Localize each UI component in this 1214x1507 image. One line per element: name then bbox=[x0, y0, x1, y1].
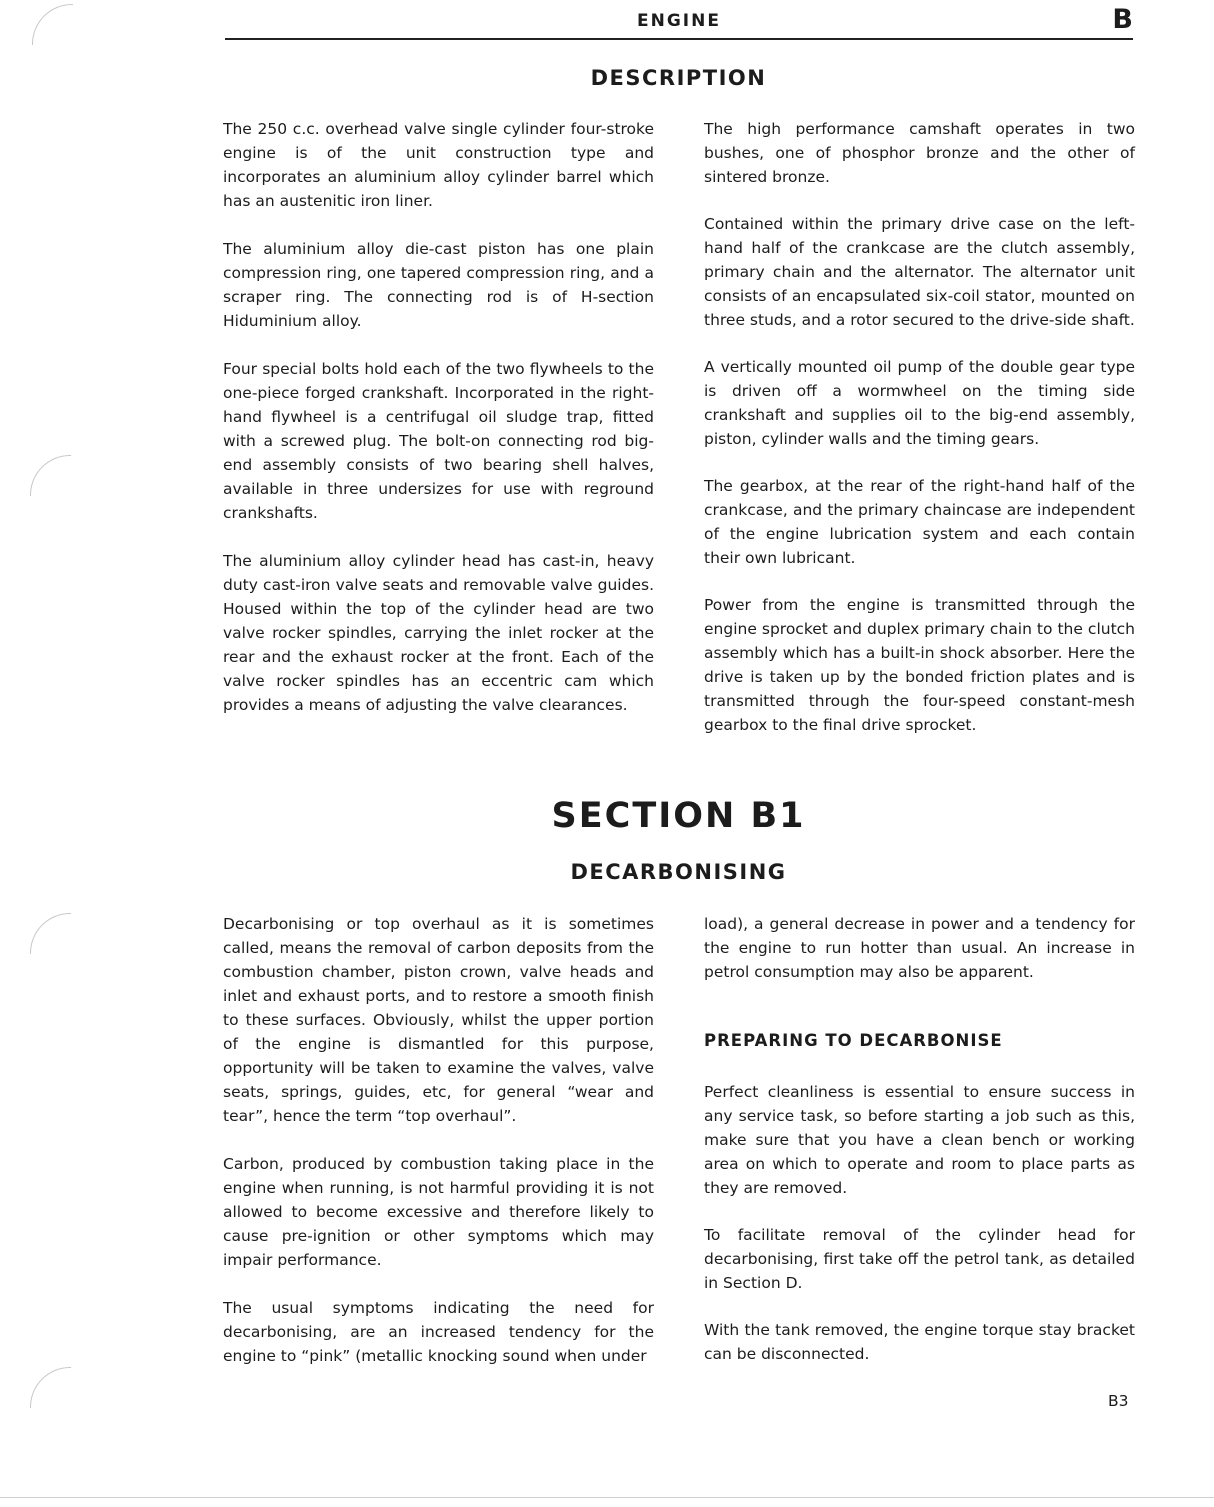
page-number: B3 bbox=[1108, 1392, 1129, 1410]
paragraph: The high performance camshaft operates in two bushes, one of phosphor bronze and the other of sintered bronze. bbox=[704, 120, 1135, 186]
paragraph: The gearbox, at the rear of the right-hand half of the crankcase, and the primary chaincase are independent of the engine lubrication system and each contain their own lubricant. bbox=[704, 477, 1135, 567]
section-heading: SECTION B1 bbox=[551, 796, 806, 836]
description-left-column bbox=[223, 117, 654, 717]
paragraph: Power from the engine is transmitted through the engine sprocket and duplex primary chain to the clutch assembly which has a built-in shock absorber. Here the drive is taken up by the bonded friction plates and is transmitted through the four-speed constant-mesh gearbox to the final drive sprocket. bbox=[704, 596, 1135, 734]
paragraph: The aluminium alloy cylinder head has cast-in, heavy duty cast-iron valve seats and removable valve guides. Housed within the top of the cylinder head are two valve rocker spindles, carrying the inlet rocker at the rear and the exhaust rocker at the front. Each of the valve rocker spindles has an eccentric cam which provides a means of adjusting the valve clearances. bbox=[223, 552, 654, 714]
paragraph: Four special bolts hold each of the two flywheels to the one-piece forged crankshaft. Incorporated in the right-hand flywheel is a centrifugal oil sludge trap, fitted with a screwed plug. The bolt-on connecting rod big-end assembly consists of two bearing shell halves, available in three undersizes for use with reground crankshafts. bbox=[223, 360, 654, 522]
binding-mark bbox=[30, 455, 71, 496]
decarbonising-right-column-top bbox=[704, 912, 1135, 984]
header-title: ENGINE bbox=[637, 11, 721, 31]
paragraph: The aluminium alloy die-cast piston has one plain compression ring, one tapered compression ring, and a scraper ring. The connecting rod is of H-section Hiduminium alloy. bbox=[223, 240, 654, 330]
decarbonising-left-column bbox=[223, 912, 654, 1368]
paragraph: To facilitate removal of the cylinder head for decarbonising, first take off the petrol tank, as detailed in Section D. bbox=[704, 1226, 1135, 1292]
binding-mark bbox=[32, 4, 73, 45]
description-heading: DESCRIPTION bbox=[590, 66, 767, 90]
decarbonising-right-column bbox=[704, 1080, 1135, 1366]
paragraph: The usual symptoms indicating the need for decarbonising, are an increased tendency for the engine to “pink” (metallic knocking sound when under bbox=[223, 1299, 654, 1365]
section-letter: B bbox=[1112, 4, 1133, 35]
page-header bbox=[225, 4, 1133, 40]
binding-mark bbox=[30, 913, 71, 954]
binding-mark bbox=[30, 1367, 71, 1408]
paragraph: A vertically mounted oil pump of the double gear type is driven off a wormwheel on the timing side crankshaft and supplies oil to the big-end assembly, piston, cylinder walls and the timing gears. bbox=[704, 358, 1135, 448]
bottom-divider bbox=[0, 1497, 1214, 1498]
preparing-heading: PREPARING TO DECARBONISE bbox=[704, 1031, 1003, 1050]
paragraph: Decarbonising or top overhaul as it is sometimes called, means the removal of carbon deposits from the combustion chamber, piston crown, valve heads and inlet and exhaust ports, and to restore a smooth finish to these surfaces. Obviously, whilst the upper portion of the engine is dismantled for this purpose, opportunity will be taken to examine the valves, valve seats, springs, guides, etc, for general “wear and tear”, hence the term “top overhaul”. bbox=[223, 915, 654, 1125]
paragraph: Perfect cleanliness is essential to ensure success in any service task, so before starting a job such as this, make sure that you have a clean bench or working area on which to operate and room to place parts as they are removed. bbox=[704, 1083, 1135, 1197]
paragraph: With the tank removed, the engine torque stay bracket can be disconnected. bbox=[704, 1321, 1135, 1363]
paragraph: load), a general decrease in power and a tendency for the engine to run hotter than usual. An increase in petrol consumption may also be apparent. bbox=[704, 915, 1135, 981]
description-right-column bbox=[704, 117, 1135, 737]
paragraph: The 250 c.c. overhead valve single cylinder four-stroke engine is of the unit construction type and incorporates an aluminium alloy cylinder barrel which has an austenitic iron liner. bbox=[223, 120, 654, 210]
section-subheading: DECARBONISING bbox=[570, 860, 787, 884]
paragraph: Carbon, produced by combustion taking place in the engine when running, is not harmful providing it is not allowed to become excessive and therefore likely to cause pre-ignition or other symptoms which may impair performance. bbox=[223, 1155, 654, 1269]
paragraph: Contained within the primary drive case on the left-hand half of the crankcase are the clutch assembly, primary chain and the alternator. The alternator unit consists of an encapsulated six-coil stator, mounted on three studs, and a rotor secured to the drive-side shaft. bbox=[704, 215, 1135, 329]
